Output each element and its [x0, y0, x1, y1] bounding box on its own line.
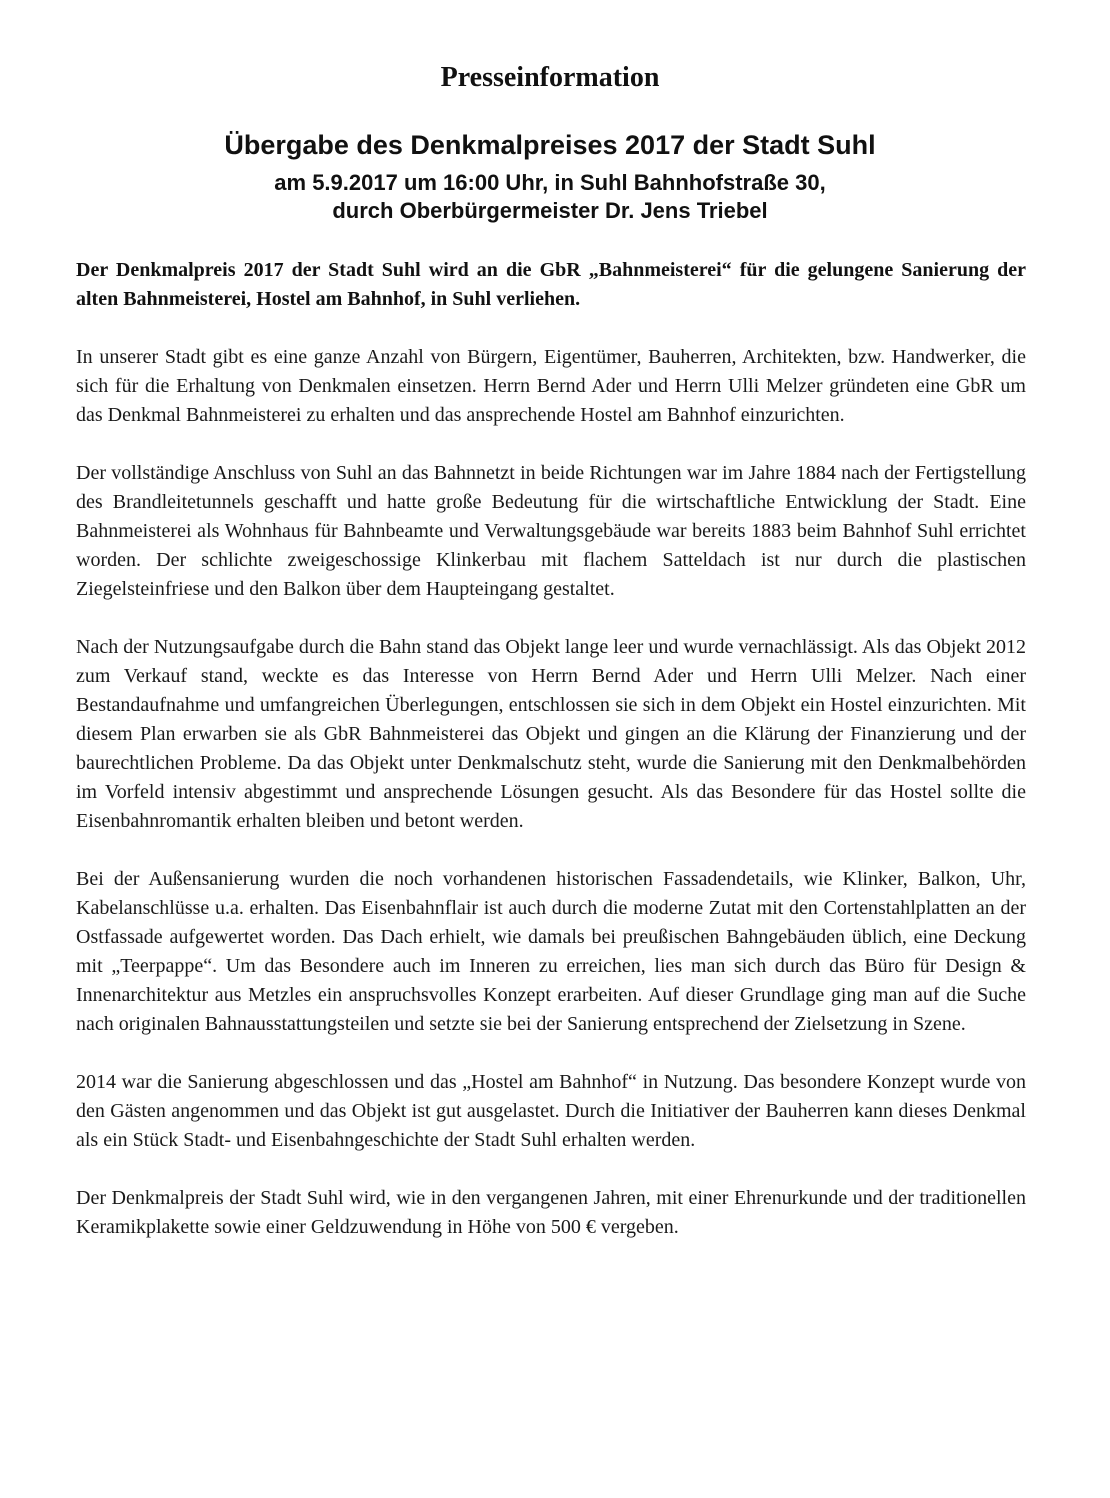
paragraph-renovation-plan: Nach der Nutzungsaufgabe durch die Bahn stand das Objekt lange leer und wurde vernachlässigt. Als das Objekt 2012 zum Verkauf stand, weckte es das Interesse von Herrn Bernd Ader und Herrn Ulli Melzer. Nach einer Bestandaufnahme und umfangreichen Überlegungen, entschlossen sie sich in dem Objekt ein Hostel einzurichten. Mit diesem Plan erwarben sie als GbR Bahnmeisterei das Objekt und gingen an die Klärung der Finanzierung und der baurechtlichen Probleme. Da das Objekt unter Denkmalschutz steht, wurde die Sanierung mit den Denkmalbehörden im Vorfeld intensiv abgestimmt und ansprechende Lösungen gesucht. Als das Besondere für das Hostel sollte die Eisenbahnromantik erhalten bleiben und betont werden. — [76, 636, 1026, 832]
document-title: Presseinformation — [440, 62, 660, 93]
paragraph-exterior-interior: Bei der Außensanierung wurden die noch vorhandenen historischen Fassadendetails, wie Klinker, Balkon, Uhr, Kabelanschlüsse u.a. erhalten. Das Eisenbahnflair ist auch durch die moderne Zutat mit den Cortenstahlplatten an der Ostfassade aufgewertet worden. Das Dach erhielt, wie damals bei preußischen Bahngebäuden üblich, eine Deckung mit „Teerpappe“. Um das Besondere auch im Inneren zu erreichen, lies man sich durch das Büro für Design & Innenarchitektur aus Metzles ein anspruchsvolles Konzept erarbeiten. Auf dieser Grundlage ging man auf die Suche nach originalen Bahnausstattungsteilen und setzte sie bei der Sanierung entsprechend der Zielsetzung in Szene. — [76, 868, 1026, 1035]
lead-paragraph: Der Denkmalpreis 2017 der Stadt Suhl wird an die GbR „Bahnmeisterei“ für die gelungene Sanierung der alten Bahnmeisterei, Hostel am Bahnhof, in Suhl verliehen. — [76, 259, 1026, 310]
paragraph-intro: In unserer Stadt gibt es eine ganze Anzahl von Bürgern, Eigentümer, Bauherren, Architekten, bzw. Handwerker, die sich für die Erhaltung von Denkmalen einsetzen. Herrn Bernd Ader und Herrn Ulli Melzer gründeten eine GbR um das Denkmal Bahnmeisterei zu erhalten und das ansprechende Hostel am Bahnhof einzurichten. — [76, 346, 1026, 426]
subheadline-presenter: durch Oberbürgermeister Dr. Jens Triebel — [332, 198, 768, 223]
paragraph-completion: 2014 war die Sanierung abgeschlossen und das „Hostel am Bahnhof“ in Nutzung. Das besondere Konzept wurde von den Gästen angenommen und das Objekt ist gut ausgelastet. Durch die Initiativer der Bauherren kann dieses Denkmal als ein Stück Stadt- und Eisenbahngeschichte der Stadt Suhl erhalten werden. — [76, 1071, 1026, 1151]
document-body — [76, 256, 1026, 1271]
subheadline-date-location: am 5.9.2017 um 16:00 Uhr, in Suhl Bahnhofstraße 30, — [274, 170, 826, 195]
paragraph-award: Der Denkmalpreis der Stadt Suhl wird, wie in den vergangenen Jahren, mit einer Ehrenurkunde und der traditionellen Keramikplakette sowie einer Geldzuwendung in Höhe von 500 € vergeben. — [76, 1187, 1026, 1238]
headline: Übergabe des Denkmalpreises 2017 der Stadt Suhl — [224, 130, 876, 160]
paragraph-history: Der vollständige Anschluss von Suhl an das Bahnnetzt in beide Richtungen war im Jahre 1884 nach der Fertigstellung des Brandleitetunnels geschafft und hatte große Bedeutung für die wirtschaftliche Entwicklung der Stadt. Eine Bahnmeisterei als Wohnhaus für Bahnbeamte und Verwaltungsgebäude war bereits 1883 beim Bahnhof Suhl errichtet worden. Der schlichte zweigeschossige Klinkerbau mit flachem Satteldach ist nur durch die plastischen Ziegelsteinfriese und den Balkon über dem Haupteingang gestaltet. — [76, 462, 1026, 600]
